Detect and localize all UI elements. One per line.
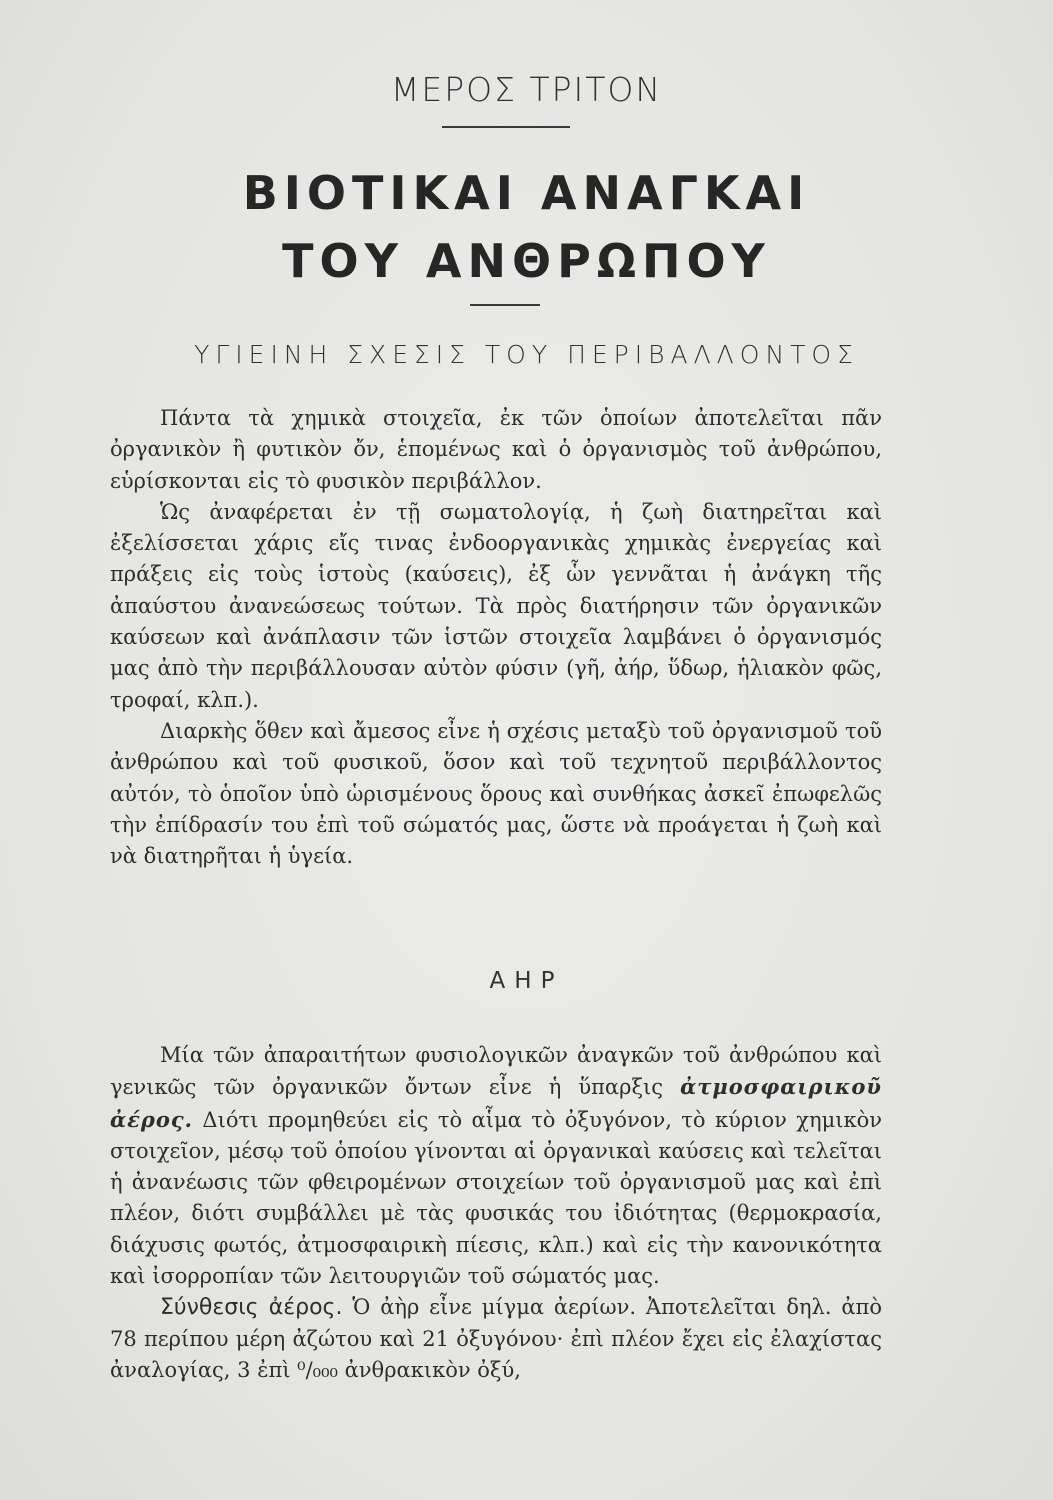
title-divider-top [442,126,570,128]
air-p2-text: Ὁ ἀὴρ εἶνε μίγμα ἀερίων. Ἀποτελεῖται δηλ. ἀπὸ 78 περίπου μέρη ἀζώτου καὶ 21 ὀξυγόνου· ἐπὶ πλέον ἔχει εἰς ἐλαχίστας ἀναλογίας, 3 ἐπὶ ⁰/₀₀₀ ἀνθρακικὸν ὀξύ, [110,1295,882,1382]
air-p1-text-b: Διότι προμηθεύει εἰς τὸ αἷμα τὸ ὀξυγόνον, τὸ κύριον χημικὸν στοιχεῖον, μέσῳ τοῦ ὁποίου γίνονται αἱ ὀργανικαὶ καύσεις καὶ τελεῖται ἡ ἀνανέωσις τῶν φθειρομένων στοιχείων τοῦ ὀργανισμοῦ μας καὶ ἐπὶ πλέον, διότι συμβάλλει μὲ τὰς φυσικάς του ἰδιότητας (θερμοκρασία, διάχυσις φωτός, ἀτμοσφαιρικὴ πίεσις, κλπ.) καὶ εἰς τὴν κανονικότητα καὶ ἰσορροπίαν τῶν λειτουργιῶν τοῦ σώματός μας. [110,1107,882,1289]
air-paragraph-2 [110,1292,882,1386]
intro-paragraph-2: Ὡς ἀναφέρεται ἐν τῇ σωματολογίᾳ, ἡ ζωὴ διατηρεῖται καὶ ἐξελίσσεται χάρις εἴς τινας ἐνδοοργανικὰς χημικὰς ἐνεργείας καὶ πράξεις εἰς τοὺς ἱστοὺς (καύσεις), ἐξ ὧν γεννᾶται ἡ ἀνάγκη τῆς ἀπαύστου ἀνανεώσεως τούτων. Τὰ πρὸς διατήρησιν τῶν ὀργανικῶν καύσεων καὶ ἀνάπλασιν τῶν ἱστῶν στοιχεῖα λαμβάνει ὁ ὀργανισμός μας ἀπὸ τὴν περιβάλλουσαν αὐτὸν φύσιν (γῆ, ἀήρ, ὕδωρ, ἡλιακὸν φῶς, τροφαί, κλπ.). [110,499,882,712]
air-p1-text-a: Μία τῶν ἀπαραιτήτων φυσιολογικῶν ἀναγκῶν τοῦ ἀνθρώπου καὶ γενικῶς τῶν ὀργανικῶν ὄντων εἶνε ἡ ὕπαρξις [110,1043,882,1100]
intro-section [110,403,882,872]
air-paragraph-1 [110,1040,882,1292]
air-p1-emphasis: ἀτμοσφαιρικοῦ ἀέρος. [110,1074,882,1132]
air-section [110,1040,882,1386]
section-heading-air: ΑΗΡ [489,968,564,994]
part-title: ΜΕΡΟΣ ΤΡΙΤΟΝ [390,70,663,109]
intro-paragraph-1: Πάντα τὰ χημικὰ στοιχεῖα, ἐκ τῶν ὁποίων ἀποτελεῖται πᾶν ὀργανικὸν ἢ φυτικὸν ὄν, ἑπομένως καὶ ὁ ὀργανισμὸς τοῦ ἀνθρώπου, εὑρίσκονται εἰς τὸ φυσικὸν περιβάλλον. [110,406,882,493]
chapter-subtitle: ΥΓΙΕΙΝΗ ΣΧΕΣΙΣ ΤΟΥ ΠΕΡΙΒΑΛΛΟΝΤΟΣ [194,340,859,369]
intro-paragraph-3: Διαρκὴς ὅθεν καὶ ἄμεσος εἶνε ἡ σχέσις μεταξὺ τοῦ ὀργανισμοῦ τοῦ ἀνθρώπου καὶ τοῦ φυσικοῦ, ὅσον καὶ τοῦ τεχνητοῦ περιβάλλοντος αὐτόν, τὸ ὁποῖον ὑπὸ ὡρισμένους ὅρους καὶ συνθήκας ἀσκεῖ ἐπωφελῶς τὴν ἐπίδρασίν του ἐπὶ τοῦ σώματός μας, ὥστε νὰ προάγεται ἡ ζωὴ καὶ νὰ διατηρῆται ἡ ὑγεία. [110,718,882,869]
air-composition-heading: Σύνθεσις ἀέρος. [160,1295,343,1321]
main-title-line2: ΤΟΥ ΑΝΘΡΩΠΟΥ [282,234,771,288]
main-title-line1: ΒΙΟΤΙΚΑΙ ΑΝΑΓΚΑΙ [242,166,811,220]
title-divider-bottom [470,304,540,306]
